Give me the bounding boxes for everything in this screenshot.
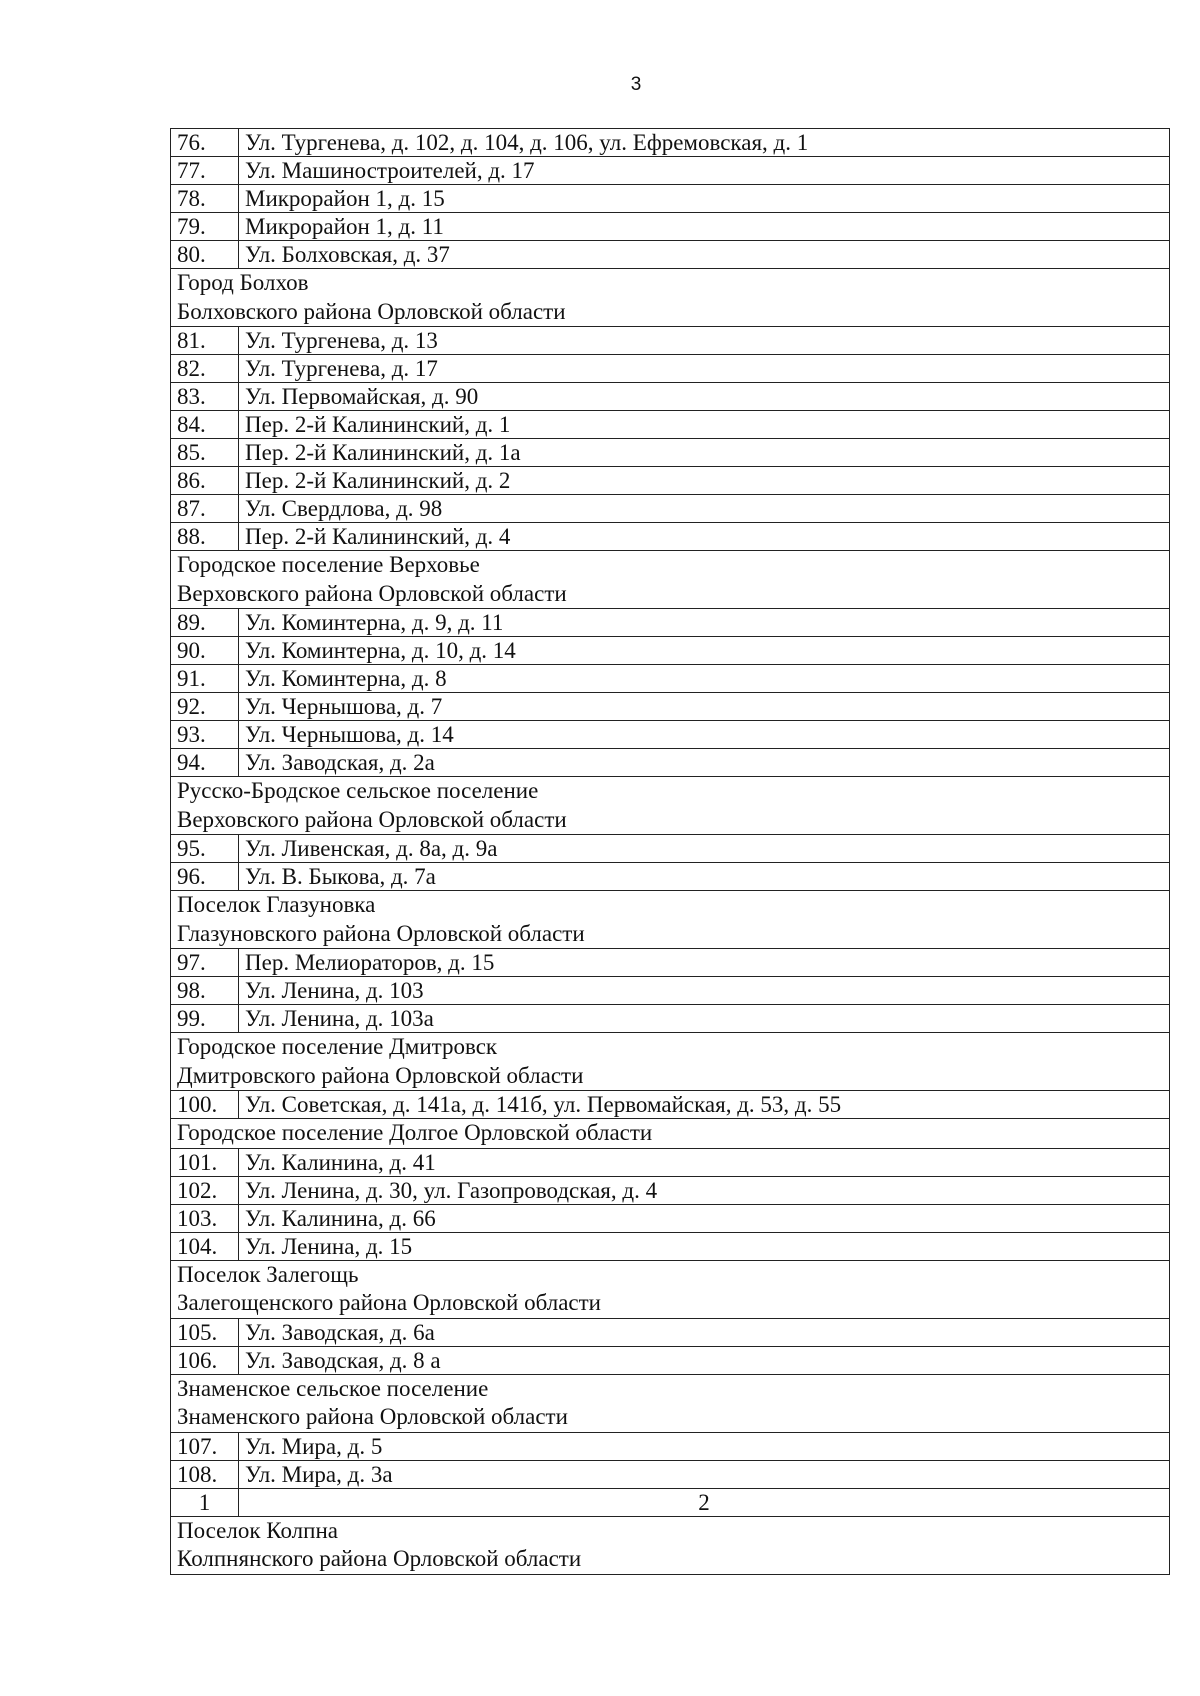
- row-number: 107.: [171, 1432, 239, 1460]
- section-header-line: Город Болхов: [177, 270, 309, 295]
- row-number: 80.: [171, 241, 239, 269]
- table-row: [171, 157, 1170, 185]
- section-header: [171, 777, 1170, 835]
- section-header: [171, 1516, 1170, 1574]
- row-number: 97.: [171, 949, 239, 977]
- address-cell: Ул. Калинина, д. 66: [239, 1204, 1170, 1232]
- section-header-line: Верховского района Орловской области: [177, 806, 567, 832]
- address-cell: Ул. Ливенская, д. 8а, д. 9а: [239, 835, 1170, 863]
- section-header-row: [171, 1374, 1170, 1432]
- table-row: [171, 213, 1170, 241]
- table-row: [171, 721, 1170, 749]
- row-number: 77.: [171, 157, 239, 185]
- row-number: 85.: [171, 439, 239, 467]
- row-number: 86.: [171, 467, 239, 495]
- table-row: [171, 1318, 1170, 1346]
- table-row: [171, 1346, 1170, 1374]
- table-row: [171, 1432, 1170, 1460]
- table-row: [171, 241, 1170, 269]
- row-number: 79.: [171, 213, 239, 241]
- table-row: [171, 1460, 1170, 1488]
- section-header-line: Колпнянского района Орловской области: [177, 1546, 582, 1571]
- table-row: [171, 467, 1170, 495]
- row-number: 102.: [171, 1176, 239, 1204]
- table-row: [171, 1232, 1170, 1260]
- section-header-line: Городское поселение Долгое Орловской области: [177, 1120, 653, 1145]
- table-row: [171, 863, 1170, 891]
- row-number: 108.: [171, 1460, 239, 1488]
- section-header: [171, 1374, 1170, 1432]
- table-row: [171, 411, 1170, 439]
- address-cell: Ул. Ленина, д. 103а: [239, 1005, 1170, 1033]
- table-row: [171, 637, 1170, 665]
- table-row: [171, 129, 1170, 157]
- address-cell: Ул. Ленина, д. 15: [239, 1232, 1170, 1260]
- address-cell: Ул. Ленина, д. 103: [239, 977, 1170, 1005]
- section-header-line: Знаменское сельское поселение: [177, 1375, 489, 1401]
- row-number: 76.: [171, 129, 239, 157]
- row-number: 82.: [171, 355, 239, 383]
- table-row: [171, 749, 1170, 777]
- address-cell: Ул. Машиностроителей, д. 17: [239, 157, 1170, 185]
- address-table: [170, 128, 1170, 1575]
- section-header-row: [171, 1033, 1170, 1091]
- row-number: 78.: [171, 185, 239, 213]
- section-header: [171, 891, 1170, 949]
- table-row: [171, 1176, 1170, 1204]
- address-cell: Пер. Мелиораторов, д. 15: [239, 949, 1170, 977]
- address-cell: Пер. 2-й Калининский, д. 1а: [239, 439, 1170, 467]
- table-row: [171, 355, 1170, 383]
- section-header-line: Поселок Колпна: [177, 1517, 338, 1543]
- address-cell: Ул. Заводская, д. 6а: [239, 1318, 1170, 1346]
- address-cell: Ул. Мира, д. 5: [239, 1432, 1170, 1460]
- row-number: 93.: [171, 721, 239, 749]
- row-number: 104.: [171, 1232, 239, 1260]
- row-number: 83.: [171, 383, 239, 411]
- table-row: [171, 495, 1170, 523]
- table-row: [171, 383, 1170, 411]
- section-header-line: Знаменского района Орловской области: [177, 1404, 568, 1429]
- table-row: [171, 835, 1170, 863]
- address-cell: Ул. Чернышова, д. 14: [239, 721, 1170, 749]
- address-cell: Ул. Коминтерна, д. 9, д. 11: [239, 609, 1170, 637]
- section-header-line: Поселок Залегощь: [177, 1261, 359, 1287]
- table-row: [171, 609, 1170, 637]
- row-number: 94.: [171, 749, 239, 777]
- row-number: 90.: [171, 637, 239, 665]
- address-cell: Ул. Коминтерна, д. 8: [239, 665, 1170, 693]
- row-number: 96.: [171, 863, 239, 891]
- address-cell: Пер. 2-й Калининский, д. 1: [239, 411, 1170, 439]
- address-cell: Ул. Калинина, д. 41: [239, 1148, 1170, 1176]
- table-row: [171, 1091, 1170, 1119]
- address-cell: Ул. Коминтерна, д. 10, д. 14: [239, 637, 1170, 665]
- address-cell: Ул. Первомайская, д. 90: [239, 383, 1170, 411]
- address-cell: Ул. Мира, д. 3а: [239, 1460, 1170, 1488]
- section-header-row: [171, 269, 1170, 327]
- table-row: [171, 693, 1170, 721]
- address-cell: Ул. Заводская, д. 8 а: [239, 1346, 1170, 1374]
- section-header: [171, 1033, 1170, 1091]
- section-header-row: [171, 777, 1170, 835]
- row-number: 92.: [171, 693, 239, 721]
- section-header-line: Русско-Бродское сельское поселение: [177, 778, 539, 803]
- row-number: 95.: [171, 835, 239, 863]
- row-number: 99.: [171, 1005, 239, 1033]
- row-number: 105.: [171, 1318, 239, 1346]
- address-cell: Ул. Ленина, д. 30, ул. Газопроводская, д. 4: [239, 1176, 1170, 1204]
- section-header-row: [171, 891, 1170, 949]
- row-number: 106.: [171, 1346, 239, 1374]
- section-header-line: Городское поселение Верховье: [177, 552, 480, 577]
- row-number: 87.: [171, 495, 239, 523]
- address-cell: Ул. Чернышова, д. 7: [239, 693, 1170, 721]
- table-row: [171, 1148, 1170, 1176]
- row-number: 81.: [171, 327, 239, 355]
- section-header: [171, 551, 1170, 609]
- section-header-line: Залегощенского района Орловской области: [177, 1290, 601, 1315]
- row-number: 89.: [171, 609, 239, 637]
- address-cell: Пер. 2-й Калининский, д. 4: [239, 523, 1170, 551]
- section-header-line: Городское поселение Дмитровск: [177, 1034, 498, 1059]
- table-row: [171, 523, 1170, 551]
- section-header-row: [171, 551, 1170, 609]
- table-row: [171, 185, 1170, 213]
- table-row: [171, 1204, 1170, 1232]
- section-header-line: Болховского района Орловской области: [177, 298, 566, 324]
- row-number: 88.: [171, 523, 239, 551]
- row-number: 91.: [171, 665, 239, 693]
- section-header-row: [171, 1260, 1170, 1318]
- row-number: 103.: [171, 1204, 239, 1232]
- section-header: [171, 1119, 1170, 1149]
- address-cell: Пер. 2-й Калининский, д. 2: [239, 467, 1170, 495]
- address-cell: Микрорайон 1, д. 15: [239, 185, 1170, 213]
- section-header: [171, 269, 1170, 327]
- address-cell: Ул. Заводская, д. 2а: [239, 749, 1170, 777]
- table-row: [171, 665, 1170, 693]
- row-number: 100.: [171, 1091, 239, 1119]
- section-header-row: [171, 1516, 1170, 1574]
- section-header-row: [171, 1119, 1170, 1149]
- section-header-line: Верховского района Орловской области: [177, 580, 567, 606]
- table-row: [171, 977, 1170, 1005]
- address-cell: 2: [239, 1488, 1170, 1516]
- address-cell: Ул. Тургенева, д. 102, д. 104, д. 106, ул. Ефремовская, д. 1: [239, 129, 1170, 157]
- address-cell: Ул. В. Быкова, д. 7а: [239, 863, 1170, 891]
- address-cell: Ул. Тургенева, д. 17: [239, 355, 1170, 383]
- address-cell: Ул. Свердлова, д. 98: [239, 495, 1170, 523]
- row-number: 98.: [171, 977, 239, 1005]
- address-cell: Ул. Болховская, д. 37: [239, 241, 1170, 269]
- section-header: [171, 1260, 1170, 1318]
- section-header-line: Глазуновского района Орловской области: [177, 920, 585, 946]
- page-number: 3: [630, 74, 642, 95]
- address-cell: Ул. Советская, д. 141а, д. 141б, ул. Первомайская, д. 53, д. 55: [239, 1091, 1170, 1119]
- table-row: [171, 327, 1170, 355]
- table-row: [171, 439, 1170, 467]
- row-number: 84.: [171, 411, 239, 439]
- address-cell: Микрорайон 1, д. 11: [239, 213, 1170, 241]
- address-cell: Ул. Тургенева, д. 13: [239, 327, 1170, 355]
- section-header-line: Поселок Глазуновка: [177, 892, 376, 917]
- table-row: [171, 1005, 1170, 1033]
- column-number-row: [171, 1488, 1170, 1516]
- row-number: 101.: [171, 1148, 239, 1176]
- table-row: [171, 949, 1170, 977]
- section-header-line: Дмитровского района Орловской области: [177, 1062, 584, 1088]
- row-number: 1: [171, 1488, 239, 1516]
